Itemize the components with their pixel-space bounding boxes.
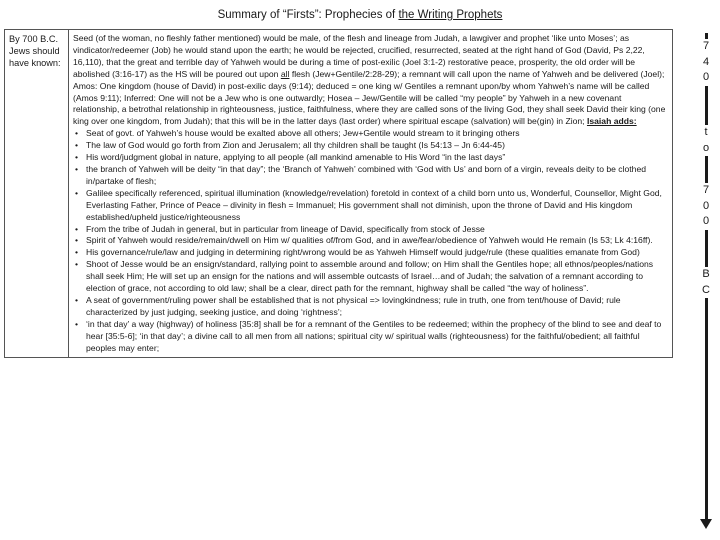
title-underlined: the Writing Prophets: [398, 9, 503, 21]
summary-table: [4, 29, 673, 358]
list-item: • From the tribe of Judah in general, but in particular from lineage of David, specifically from stock of Jesse: [73, 224, 668, 236]
isaiah-adds-heading: Isaiah adds:: [586, 116, 637, 127]
timeline-label-to: t o: [695, 125, 717, 156]
list-item: • A seat of government/ruling power shall be established that is not physical => lovingkindness; rule in truth, one from tent/house of David; rule characterized by just judging, seeking justice, and doing ‘rightness’;: [73, 295, 668, 319]
intro-text-1: Seed (of the woman, no fleshly father mentioned) would be male, of the flesh and lineage from Judah, a lawgiver and prophet ‘like unto Moses’; as vindicator/redeemer (Job) he would stand upon the earth; he would be rejected, crucified, resurrected, seated at the right hand of God (David, Ps 2,22, 16,110), that the great and terrible day of Yahweh would be during a time of post-exilic (Joel 3:1-2) restorative peace, prosperity, the old order will be abolished (3:16-17) as the HS will be poured out upon: [73, 33, 645, 79]
timeline-label-740: 7 4 0: [695, 39, 717, 86]
timeline: [692, 33, 720, 533]
list-item: • the branch of Yahweh will be deity “in that day”; the ‘Branch of Yahweh’ combined with ‘God with Us’ and born of a virgin, reveals deity to be clothed in/partake of flesh;: [73, 164, 668, 188]
left-column-cell: [5, 30, 69, 358]
table-row: [5, 30, 673, 358]
timeline-label-bc: B C: [695, 267, 717, 298]
list-item: • His governance/rule/law and judging in determining right/wrong would be as Yahweh Himself would judge/rule (these qualities emanate from God): [73, 247, 668, 259]
main-content-cell: [69, 30, 673, 358]
list-item: • ‘in that day’ a way (highway) of holiness [35:8] shall be for a remnant of the Gentiles to be redeemed; within the prophecy of the blind to see and deaf to hear [35:5-6]; ‘in that day’; a divine call to all men from all nations; spiritual city w/ spiritual walls (righteousness) for the faithful/obedient; all faithful peoples may enter;: [73, 319, 668, 355]
list-item: • Galilee specifically referenced, spiritual illumination (knowledge/revelation) foretold in context of a child born unto us, Wonderful, Counsellor, Might God, Everlasting Father, Prince of Peace – divinity in flesh = Immanuel; His government shall not diminish, upon the throne of David and His kingdom established/upheld justice/righteousness: [73, 188, 668, 224]
list-item: • Shoot of Jesse would be an ensign/standard, rallying point to assemble around and follow; on Him shall the Gentiles hope; all ethnos/peoples/nations shall seek Him; He will set up an ensign for the nations and will assemble outcasts of Israel…and of Judah; the salvation of a remnant according to election of grace, not according to old law; shall be a clear, direct path for the remnant, highway shall be called “the way of holiness”.: [73, 259, 668, 295]
list-item: • The law of God would go forth from Zion and Jerusalem; all thy children shall be taught (Is 54:13 – Jn 6:44-45): [73, 140, 668, 152]
intro-paragraph: [73, 33, 668, 128]
list-item: • Spirit of Yahweh would reside/remain/dwell on Him w/ qualities of/from God, and in awe/fear/obedience of Yahweh would He remain (Is 53; Lk 4:16ff).: [73, 235, 668, 247]
intro-text-2: flesh (Jew+Gentile/2:28-29); a remnant will call upon the name of Yahweh and be delivered (Joel); Amos: One kingdom (house of David) in post-exilic days (9:14); deduced = one king w/ Gentiles a remnant upon/by whom Yahweh’s name will be called (Amos 9:11); Inferred: One will not be a Jew who is one outwardly; Hosea – Jew/Gentile will be called “my people” by Yahweh in a new covenant relationship, a betrothal relationship in righteousness, justice, faithfulness, where they are called sons of the living God, they shall seek David their king (one king over one kingdom, from Judah); that this will be in the latter days (last order) where spiritual escape (salvation) will be(gin) in Zion;: [73, 68, 666, 127]
timeline-arrow-head-icon: [700, 519, 712, 529]
page-title: [0, 9, 720, 21]
bullet-list: [73, 128, 668, 354]
title-prefix: Summary of “Firsts”: Prophecies of: [217, 9, 399, 21]
left-column-text: By 700 B.C. Jews should have known:: [9, 34, 61, 69]
intro-all-word: all: [280, 68, 290, 79]
list-item: • His word/judgment global in nature, applying to all people (all mankind amenable to His Word “in the last days”: [73, 152, 668, 164]
list-item: • Seat of govt. of Yahweh’s house would be exalted above all others; Jew+Gentile would stream to it bringing others: [73, 128, 668, 140]
timeline-label-700: 7 0 0: [695, 183, 717, 230]
